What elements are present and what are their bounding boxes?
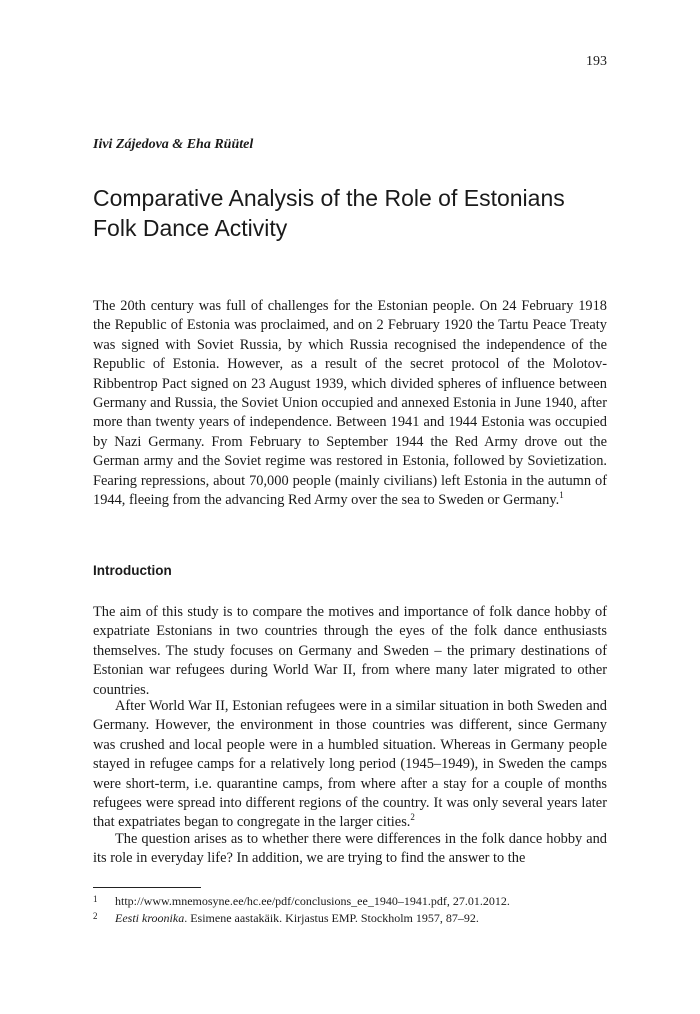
footnote-ref-2: 2 <box>410 812 415 823</box>
abstract-text: The 20th century was full of challenges for the Estonian people. On 24 February 1918 the Republic of Estonia was proclaimed, and on 2 February 1920 the Tartu Peace Treaty was signed with Soviet Russia, by which Russia recognised the independence of the Republic of Estonia. However, as a result of the secret protocol of the Molotov-Ribbentrop Pact signed on 23 August 1939, which divided spheres of influence between Germany and Russia, the Soviet Union occupied and annexed Estonia in June 1940, after more than twenty years of independence. Between 1941 and 1944 Estonia was occupied by Nazi Germany. From February to September 1944 the Red Army drove out the German army and the Soviet regime was restored in Estonia, followed by Sovietization. Fearing repressions, about 70,000 people (mainly civilians) left Estonia in the autumn of 1944, fleeing from the advancing Red Army over the sea to Sweden or Germany. <box>93 298 607 509</box>
intro-paragraph-2 <box>93 697 607 833</box>
footnote-ref-1: 1 <box>559 490 564 501</box>
footnote-2-text: . Esimene aastakäik. Kirjastus EMP. Stockholm 1957, 87–92. <box>184 911 479 925</box>
footnote-2-italic-title: Eesti kroonika <box>115 911 185 925</box>
page-number: 193 <box>586 54 607 69</box>
intro-paragraph-3: The question arises as to whether there were differences in the folk dance hobby and its role in everyday life? In addition, we are trying to find the answer to the <box>93 831 607 867</box>
footnote-divider <box>93 887 201 888</box>
footnote-2 <box>93 910 607 926</box>
intro-paragraph-2-text: After World War II, Estonian refugees were in a similar situation in both Sweden and Germany. However, the environment in those countries was different, since Germany was crushed and local people were in a humbled situation. Whereas in Germany people stayed in refugee camps for a relatively long period (1945–1949), in Sweden the camps were short-term, i.e. quarantine camps, from where after a stay for a couple of months refugees were spread into different regions of the country. It was only several years later that expatriates began to congregate in the larger cities. <box>93 698 607 831</box>
authors: Iivi Zájedova & Eha Rüütel <box>93 137 254 152</box>
article-title: Comparative Analysis of the Role of Estonians Folk Dance Activity <box>93 185 565 241</box>
abstract-paragraph <box>93 297 607 510</box>
footnote-1 <box>93 893 607 909</box>
footnote-1-text: http://www.mnemosyne.ee/hc.ee/pdf/conclusions_ee_1940–1941.pdf, 27.01.2012. <box>115 894 510 908</box>
intro-paragraph-1: The aim of this study is to compare the motives and importance of folk dance hobby of expatriate Estonians in two countries through the eyes of the folk dance enthusiasts themselves. The study focuses on Germany and Sweden – the primary destinations of Estonian war refugees during World War II, from where many later migrated to other countries. <box>93 604 607 698</box>
footnote-2-number: 2 <box>93 911 98 921</box>
footnote-1-number: 1 <box>93 894 98 904</box>
section-heading-introduction: Introduction <box>93 563 172 578</box>
